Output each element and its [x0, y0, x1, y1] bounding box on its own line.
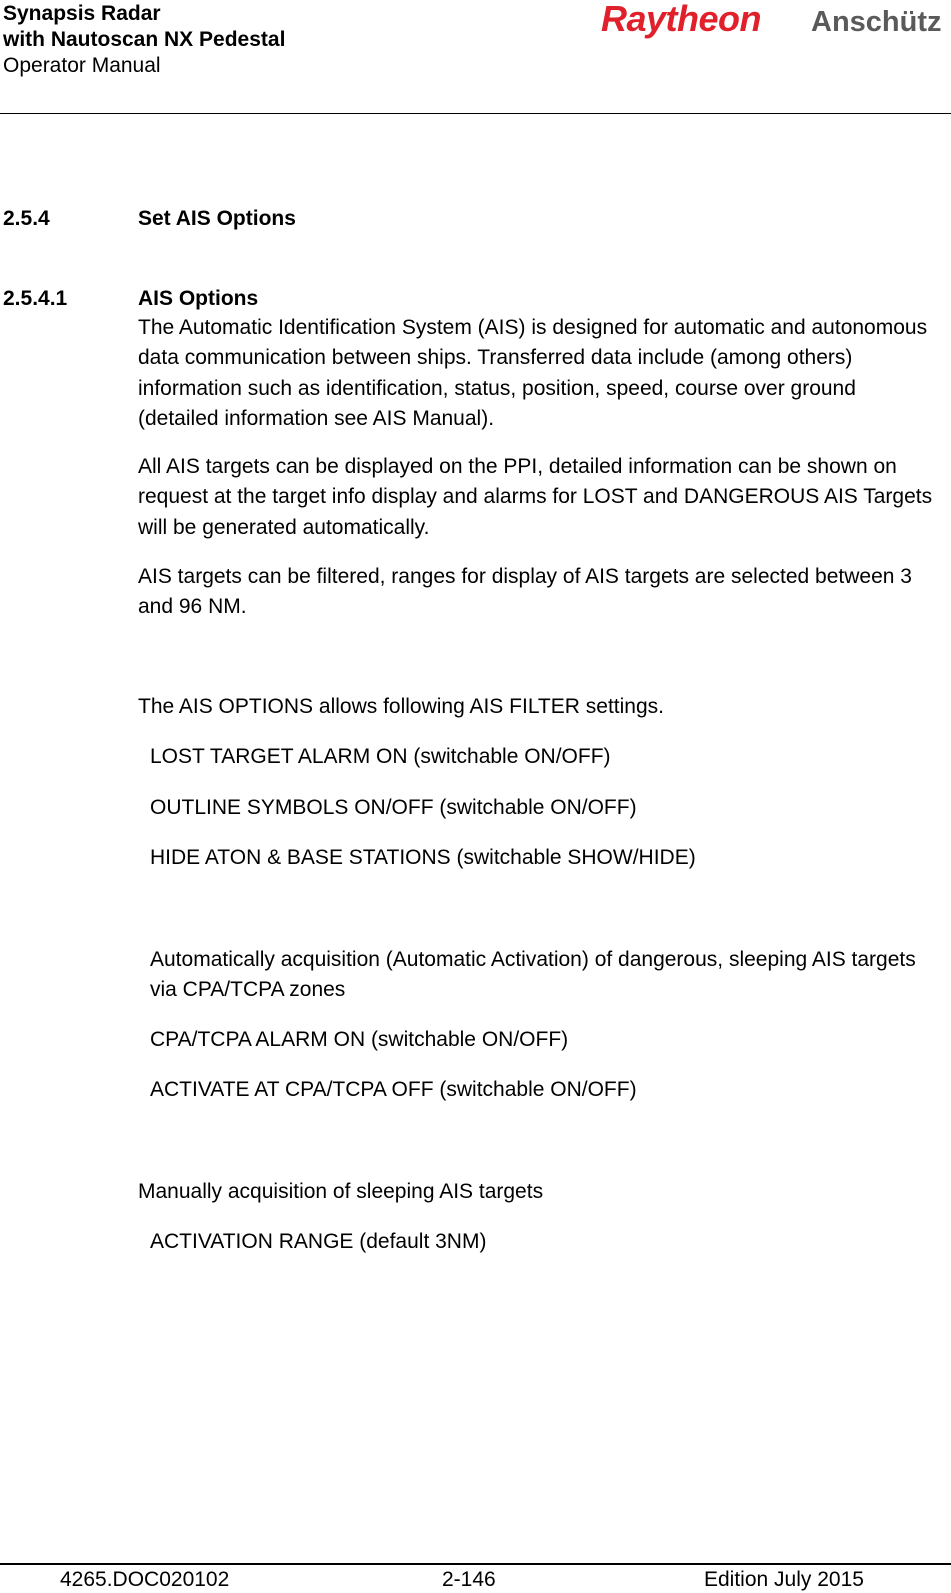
document-header: [3, 1, 285, 79]
list-item: ACTIVATION RANGE (default 3NM): [150, 1230, 487, 1253]
logo-anschuetz-text: Anschütz: [811, 6, 942, 38]
header-manual-type: Operator Manual: [3, 54, 161, 77]
manual-acquisition-intro: Manually acquisition of sleeping AIS targets: [138, 1180, 544, 1203]
list-item: OUTLINE SYMBOLS ON/OFF (switchable ON/OFF): [150, 796, 637, 819]
footer-page-number: 2-146: [442, 1568, 496, 1591]
footer-divider: [0, 1563, 951, 1565]
paragraph-ais-intro: The Automatic Identification System (AIS) is designed for automatic and autonomous data communication between ships. Transferred data include (among others) information such as identification, status, position, speed, course over ground (detailed information see AIS Manual).: [138, 316, 928, 430]
subsection-title: AIS Options: [138, 287, 259, 310]
list-item: CPA/TCPA ALARM ON (switchable ON/OFF): [150, 1028, 569, 1051]
paragraph-ais-filter: AIS targets can be filtered, ranges for display of AIS targets are selected between 3 and 96 NM.: [138, 565, 912, 619]
list-item: ACTIVATE AT CPA/TCPA OFF (switchable ON/OFF): [150, 1078, 637, 1101]
logo-raytheon-text: Raytheon: [601, 0, 762, 39]
list-item: LOST TARGET ALARM ON (switchable ON/OFF): [150, 745, 611, 768]
header-product-name: Synapsis Radar: [3, 2, 161, 25]
subsection-number: 2.5.4.1: [3, 287, 68, 310]
raytheon-anschuetz-logo: [601, 0, 946, 46]
section-number: 2.5.4: [3, 207, 50, 230]
paragraph-ais-display: All AIS targets can be displayed on the PPI, detailed information can be shown on request at the target info display and alarms for LOST and DANGEROUS AIS Targets will be generated automatically.: [138, 455, 933, 539]
section-title: Set AIS Options: [138, 207, 296, 230]
auto-acquisition-intro: Automatically acquisition (Automatic Activation) of dangerous, sleeping AIS targets via CPA/TCPA zones: [150, 948, 916, 1002]
header-divider: [0, 113, 951, 114]
footer-edition: Edition July 2015: [704, 1568, 864, 1591]
header-product-variant: with Nautoscan NX Pedestal: [3, 28, 286, 51]
filter-intro: The AIS OPTIONS allows following AIS FILTER settings.: [138, 695, 664, 718]
footer-doc-number: 4265.DOC020102: [60, 1568, 230, 1591]
list-item: HIDE ATON & BASE STATIONS (switchable SHOW/HIDE): [150, 846, 696, 869]
